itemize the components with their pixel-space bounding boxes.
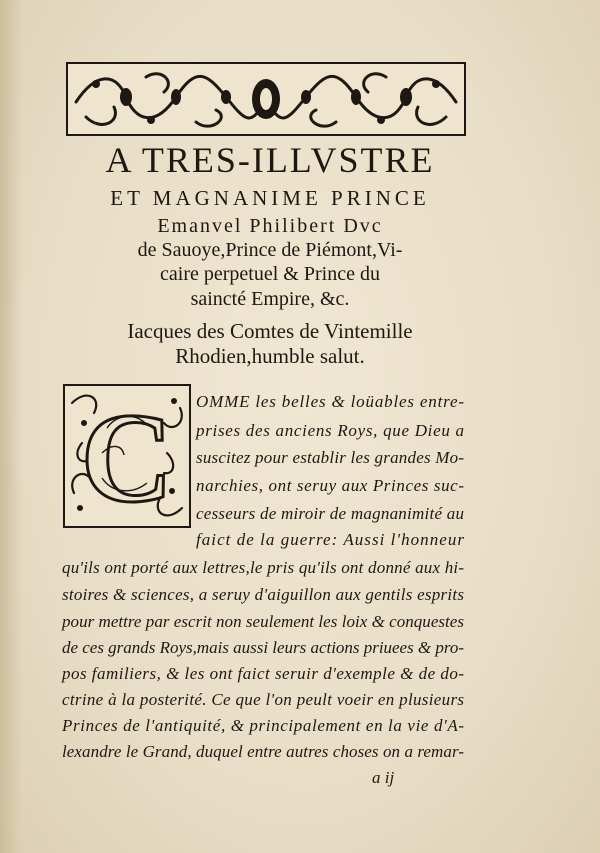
salutation-line-2: Rhodien,humble salut.	[175, 344, 365, 368]
title-line-6: saincté Empire, &c.	[190, 288, 350, 310]
decorative-headpiece	[66, 62, 466, 136]
body-line-4: narchies, ont seruy aux Princes suc-	[196, 476, 465, 495]
body-line-6: faict de la guerre: Aussi l'honneur	[196, 530, 466, 549]
body-line-10: de ces grands Roys,mais aussi leurs actions priuees & pro-	[62, 638, 464, 657]
salutation-line-1: Iacques des Comtes de Vintemille	[127, 319, 413, 343]
initial-letter: C	[80, 387, 174, 529]
body-line-7: qu'ils ont porté aux lettres,le pris qu'ils ont donné aux hi-	[62, 558, 465, 577]
body-line-8: stoires & sciences, a seruy d'aiguillon aux gentils esprits	[62, 585, 465, 604]
body-line-3: suscitez pour establir les grandes Mo-	[196, 448, 465, 467]
title-line-4: de Sauoye,Prince de Piémont,Vi-	[137, 239, 403, 261]
body-line-11: pos familiers, & les ont faict seruir d'exemple & de do-	[62, 664, 465, 683]
body-line-13: Princes de l'antiquité, & principalement en la vie d'A-	[62, 716, 465, 735]
body-line-2: prises des anciens Roys, que Dieu a	[196, 421, 465, 440]
body-line-5: cesseurs de miroir de magnanimité au	[196, 504, 465, 523]
body-line-9: pour mettre par escrit non seulement les loix & conquestes	[62, 612, 465, 631]
title-line-5: caire perpetuel & Prince du	[160, 263, 380, 285]
show-through-text	[222, 10, 382, 20]
decorated-initial-c	[62, 383, 192, 529]
body-line-14: lexandre le Grand, duquel entre autres choses on a remar-	[62, 742, 465, 761]
title-line-2: ET MAGNANIME PRINCE	[110, 186, 430, 210]
signature-mark: a ij	[372, 768, 395, 787]
title-line-3: Emanvel Philibert Dvc	[157, 215, 383, 237]
body-line-1: OMME les belles & loüables entre-	[196, 392, 465, 411]
title-line-1: A TRES-ILLVSTRE	[105, 140, 435, 180]
body-line-12: ctrine à la posterité. Ce que l'on peult voeir en plusieurs	[62, 690, 465, 709]
